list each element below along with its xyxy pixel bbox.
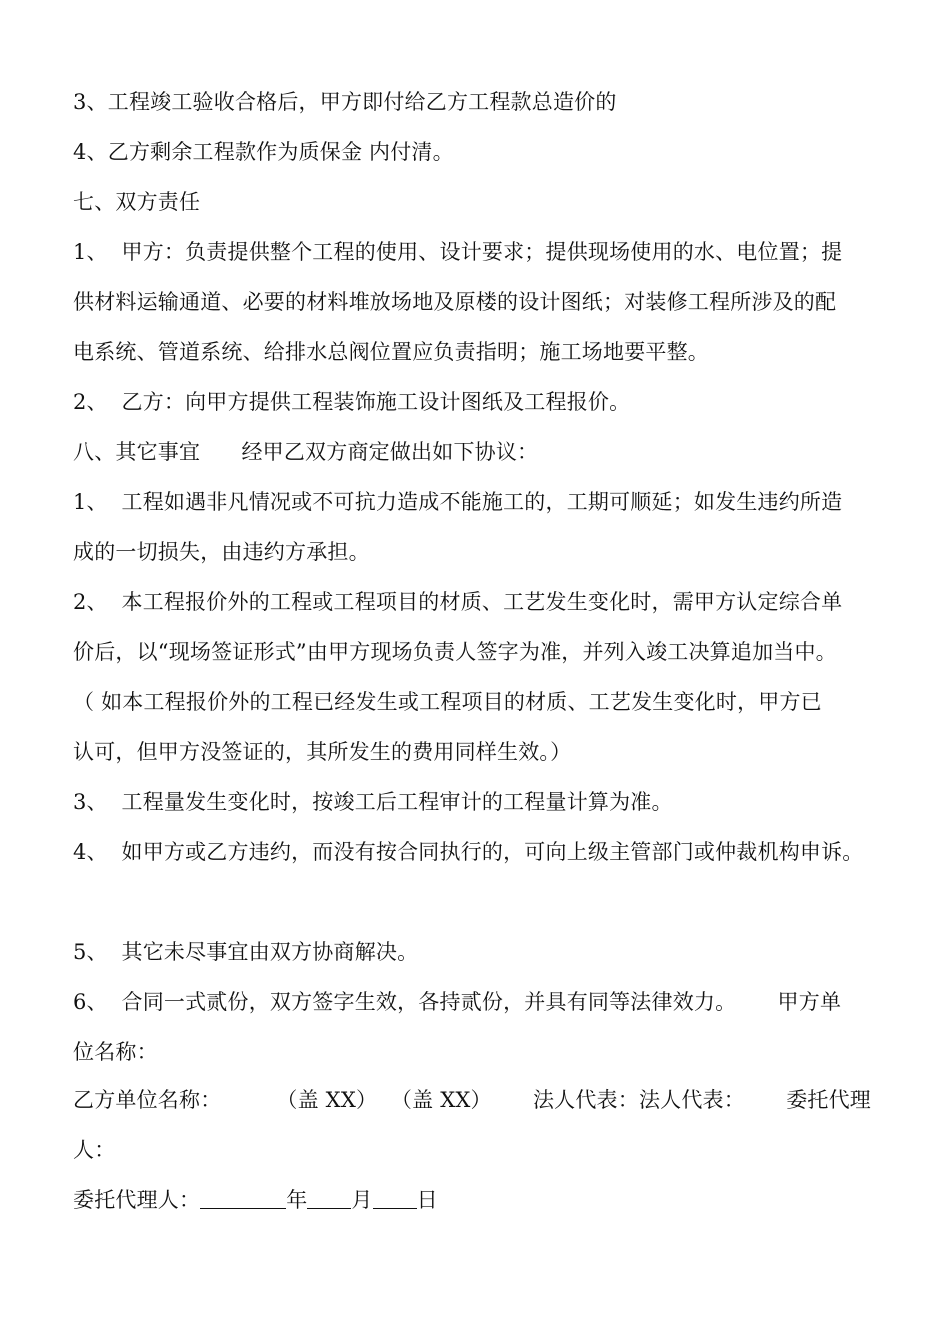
clause-3-payment: 3、工程竣工验收合格后，甲方即付给乙方工程款总造价的 bbox=[73, 90, 617, 114]
section-8-item-1-line-1: 1、 工程如遇非凡情况或不可抗力造成不能施工的，工期可顺延；如发生违约所造 bbox=[73, 490, 843, 514]
day-blank bbox=[373, 1190, 417, 1209]
day-label: 日 bbox=[416, 1188, 438, 1212]
section-8-item-4: 4、 如甲方或乙方违约，而没有按合同执行的，可向上级主管部门或仲裁机构申诉。 bbox=[73, 840, 864, 864]
year-blank bbox=[200, 1190, 286, 1209]
signature-parties-line-1: 乙方单位名称： （盖 XX） （盖 XX） 法人代表：法人代表： 委托代理 bbox=[73, 1088, 872, 1112]
section-8-item-2-line-2: 价后，以“现场签证形式”由甲方现场负责人签字为准，并列入竣工决算追加当中。 bbox=[73, 640, 837, 664]
year-label: 年 bbox=[286, 1188, 308, 1212]
month-blank bbox=[307, 1190, 351, 1209]
section-8-item-2-note-line-1: （ 如本工程报价外的工程已经发生或工程项目的材质、工艺发生变化时，甲方已 bbox=[73, 690, 822, 714]
section-7-item-1-line-2: 供材料运输通道、必要的材料堆放场地及原楼的设计图纸；对装修工程所涉及的配 bbox=[73, 290, 837, 314]
date-line-label: 委托代理人： bbox=[73, 1188, 201, 1212]
section-8-item-1-line-2: 成的一切损失，由违约方承担。 bbox=[73, 540, 370, 564]
section-8-item-2-line-1: 2、 本工程报价外的工程或工程项目的材质、工艺发生变化时，需甲方认定综合单 bbox=[73, 590, 843, 614]
section-7-item-2: 2、 乙方：向甲方提供工程装饰施工设计图纸及工程报价。 bbox=[73, 390, 631, 414]
section-8-item-3: 3、 工程量发生变化时，按竣工后工程审计的工程量计算为准。 bbox=[73, 790, 673, 814]
section-8-item-2-note-line-2: 认可，但甲方没签证的，其所发生的费用同样生效。） bbox=[73, 740, 572, 764]
section-7-heading: 七、双方责任 bbox=[73, 190, 201, 214]
section-7-item-1-line-3: 电系统、管道系统、给排水总阀位置应负责指明；施工场地要平整。 bbox=[73, 340, 709, 364]
month-label: 月 bbox=[351, 1188, 373, 1212]
section-8-item-6-line-2: 位名称： bbox=[73, 1040, 158, 1064]
signature-parties-line-2: 人： bbox=[73, 1138, 116, 1162]
section-7-item-1-line-1: 1、 甲方：负责提供整个工程的使用、设计要求；提供现场使用的水、电位置；提 bbox=[73, 240, 843, 264]
date-line bbox=[73, 1186, 438, 1214]
section-8-heading: 八、其它事宜 经甲乙双方商定做出如下协议： bbox=[73, 440, 539, 464]
section-8-item-6-line-1: 6、 合同一式贰份，双方签字生效，各持贰份，并具有同等法律效力。 甲方单 bbox=[73, 990, 842, 1014]
section-8-item-5: 5、 其它未尽事宜由双方协商解决。 bbox=[73, 940, 419, 964]
clause-4-retention: 4、乙方剩余工程款作为质保金 内付清。 bbox=[73, 140, 454, 164]
